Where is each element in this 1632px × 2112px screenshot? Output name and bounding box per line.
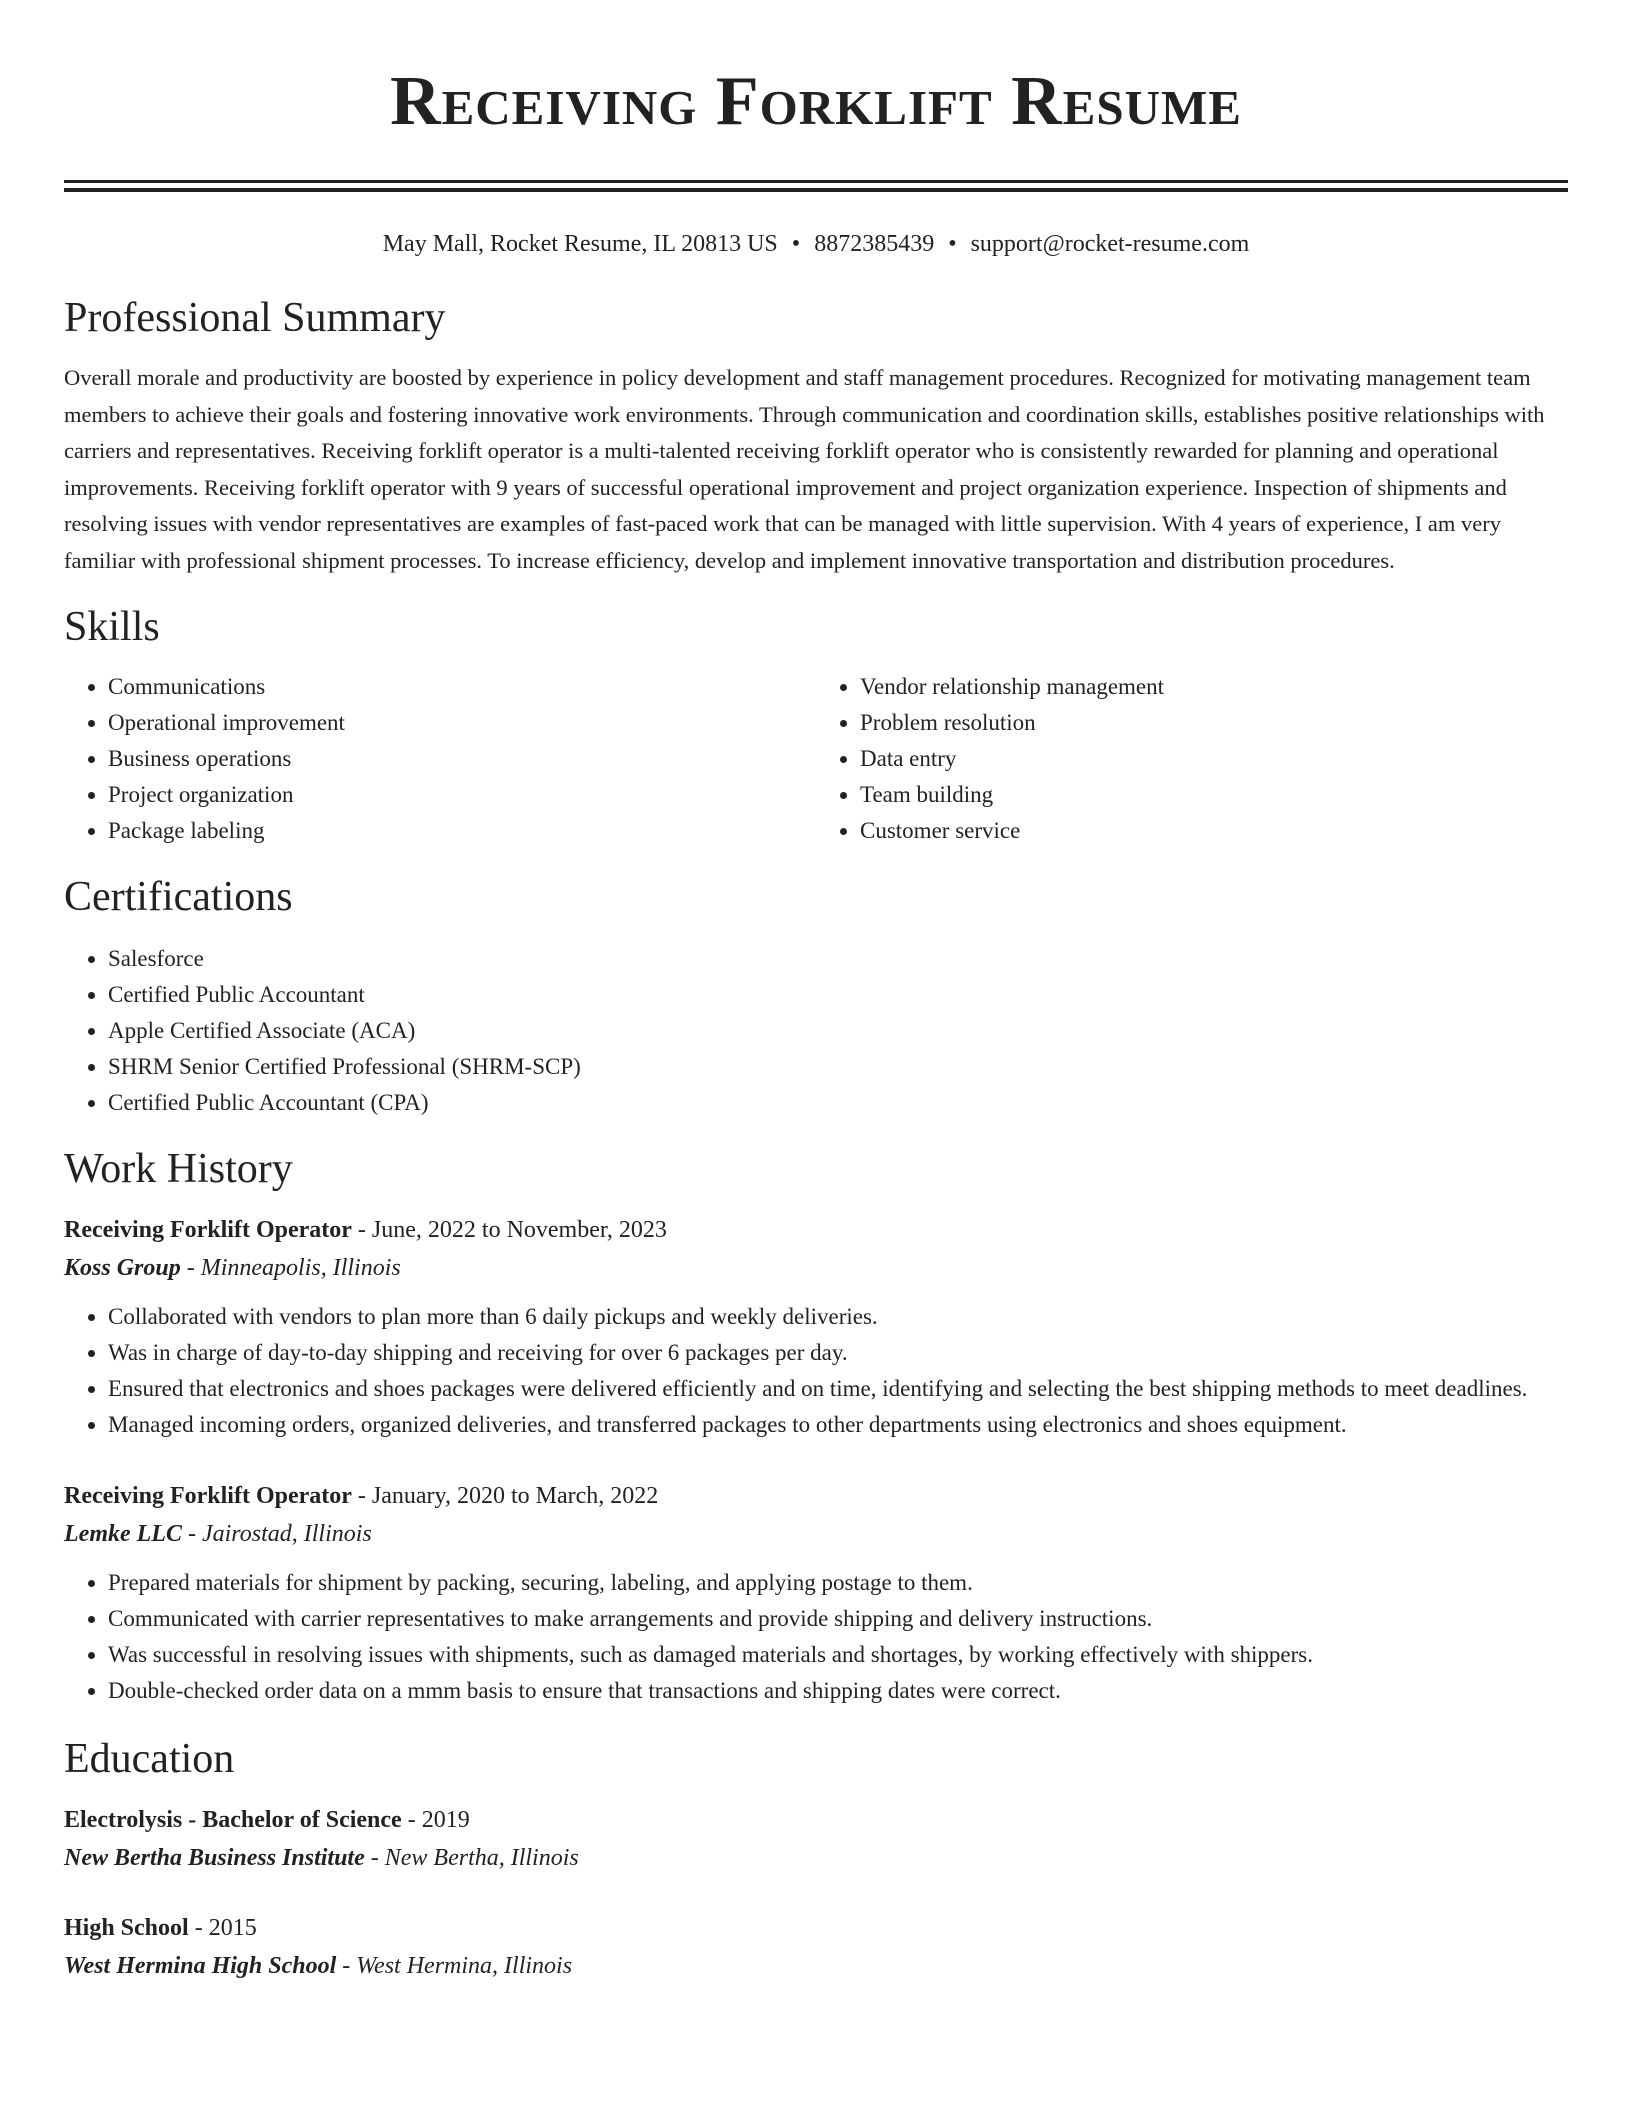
title-divider <box>64 180 1568 192</box>
skills-section <box>64 599 1568 849</box>
work-history-heading: Work History <box>64 1146 293 1192</box>
certification-item: • Certified Public Accountant <box>108 977 1568 1013</box>
job-bullet: • Was in charge of day-to-day shipping and receiving for over 6 packages per day. <box>108 1335 1568 1371</box>
bullet-separator: • <box>948 231 957 257</box>
job-title: Receiving Forklift Operator <box>64 1217 352 1243</box>
company-line <box>64 1249 1568 1287</box>
phone: 8872385439 <box>814 231 935 257</box>
skill-item: • Package labeling <box>108 813 816 849</box>
school-location: - West Hermina, Illinois <box>336 1953 573 1979</box>
degree: High School <box>64 1915 189 1941</box>
education-entry <box>64 1801 1568 1877</box>
skill-item: • Customer service <box>860 813 1568 849</box>
company-name: Lemke LLC <box>64 1521 182 1547</box>
certifications-heading: Certifications <box>64 874 293 920</box>
skill-item: • Team building <box>860 777 1568 813</box>
summary-text: Overall morale and productivity are boosted by experience in policy development and staff management procedures. Recognized for motivating management team members to achieve their goals and fostering innovative work environments. Through communication and coordination skills, establishes positive relationships with carriers and representatives. Receiving forklift operator is a multi-talented receiving forklift operator who is consistently rewarded for planning and operational improvements. Receiving forklift operator with 9 years of successful operational improvement and project organization experience. Inspection of shipments and resolving issues with vendor representatives are examples of fast-paced work that can be managed with little supervision. With 4 years of experience, I am very familiar with professional shipment processes. To increase efficiency, develop and implement innovative transportation and distribution procedures. <box>64 365 1545 573</box>
company-location: - Minneapolis, Illinois <box>180 1255 401 1281</box>
contact-line <box>64 228 1568 260</box>
job-bullet: • Communicated with carrier representatives to make arrangements and provide shipping and delivery instructions. <box>108 1601 1568 1637</box>
job-bullet: • Managed incoming orders, organized deliveries, and transferred packages to other departments using electronics and shoes equipment. <box>108 1407 1568 1443</box>
certification-item: • Apple Certified Associate (ACA) <box>108 1013 1568 1049</box>
school-location: - New Bertha, Illinois <box>364 1845 579 1871</box>
skill-item: • Business operations <box>108 741 816 777</box>
degree-line <box>64 1801 1568 1839</box>
education-heading: Education <box>64 1736 235 1782</box>
degree-line <box>64 1909 1568 1947</box>
job-bullets <box>64 1565 1568 1709</box>
skill-item: • Problem resolution <box>860 705 1568 741</box>
skill-item: • Data entry <box>860 741 1568 777</box>
job-bullet: • Ensured that electronics and shoes packages were delivered efficiently and on time, identifying and selecting the best shipping methods to meet deadlines. <box>108 1371 1568 1407</box>
job-bullet: • Prepared materials for shipment by packing, securing, labeling, and applying postage to them. <box>108 1565 1568 1601</box>
page-title: Receiving Forklift Resume <box>390 63 1242 140</box>
school-name: New Bertha Business Institute <box>64 1845 365 1871</box>
job-entry <box>64 1211 1568 1443</box>
skills-list-left <box>64 669 816 849</box>
email-link[interactable]: support@rocket-resume.com <box>970 231 1250 257</box>
job-bullet: • Double-checked order data on a mmm basis to ensure that transactions and shipping dates were correct. <box>108 1673 1568 1709</box>
certifications-list <box>64 941 1568 1121</box>
job-title-line <box>64 1211 1568 1249</box>
skill-item: • Operational improvement <box>108 705 816 741</box>
summary-heading: Professional Summary <box>64 295 446 341</box>
job-dates: - January, 2020 to March, 2022 <box>351 1483 659 1509</box>
skill-item: • Vendor relationship management <box>860 669 1568 705</box>
company-location: - Jairostad, Illinois <box>181 1521 372 1547</box>
summary-section <box>64 290 1568 579</box>
degree: Electrolysis - Bachelor of Science <box>64 1807 402 1833</box>
skills-list-right <box>816 669 1568 849</box>
school-line <box>64 1839 1568 1877</box>
certifications-section <box>64 869 1568 1121</box>
education-entry <box>64 1909 1568 1985</box>
skills-heading: Skills <box>64 604 160 650</box>
company-line <box>64 1515 1568 1553</box>
graduation-year: - 2015 <box>188 1915 257 1941</box>
school-line <box>64 1947 1568 1985</box>
job-bullets <box>64 1299 1568 1443</box>
certification-item: • Salesforce <box>108 941 1568 977</box>
work-history-section <box>64 1141 1568 1709</box>
job-title-line <box>64 1477 1568 1515</box>
skill-item: • Communications <box>108 669 816 705</box>
bullet-separator: • <box>791 231 801 257</box>
job-entry <box>64 1477 1568 1709</box>
company-name: Koss Group <box>64 1255 181 1281</box>
certification-item: • SHRM Senior Certified Professional (SHRM-SCP) <box>108 1049 1568 1085</box>
address: May Mall, Rocket Resume, IL 20813 US <box>382 231 778 257</box>
school-name: West Hermina High School <box>64 1953 337 1979</box>
job-title: Receiving Forklift Operator <box>64 1483 352 1509</box>
job-bullet: • Collaborated with vendors to plan more than 6 daily pickups and weekly deliveries. <box>108 1299 1568 1335</box>
skills-columns <box>64 669 1568 849</box>
skill-item: • Project organization <box>108 777 816 813</box>
certification-item: • Certified Public Accountant (CPA) <box>108 1085 1568 1121</box>
graduation-year: - 2019 <box>401 1807 470 1833</box>
job-dates: - June, 2022 to November, 2023 <box>351 1217 667 1243</box>
job-bullet: • Was successful in resolving issues with shipments, such as damaged materials and shortages, by working effectively with shippers. <box>108 1637 1568 1673</box>
education-section <box>64 1731 1568 1985</box>
